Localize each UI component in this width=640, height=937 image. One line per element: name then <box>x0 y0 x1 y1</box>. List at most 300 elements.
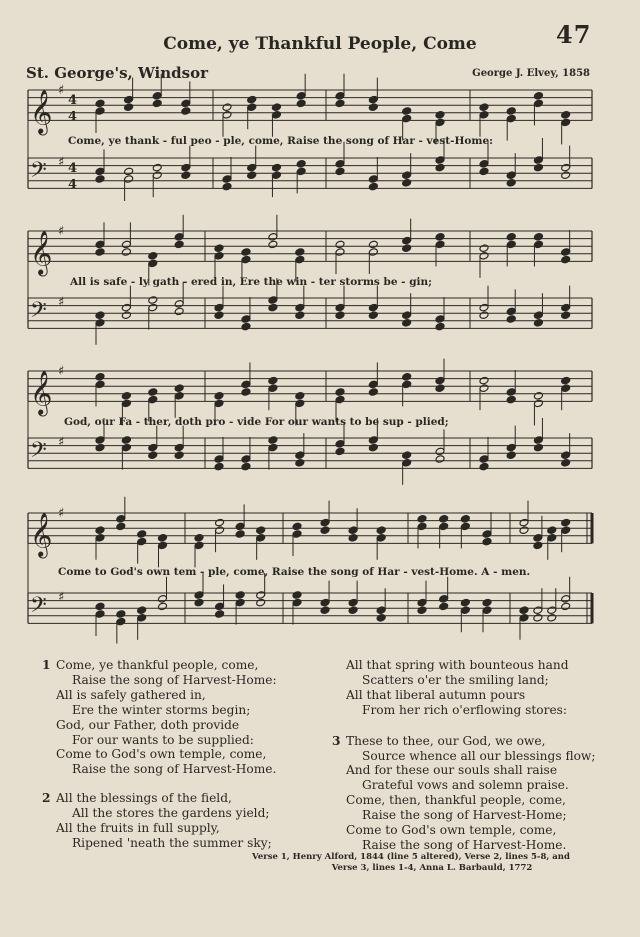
note-head <box>402 380 412 389</box>
note-head <box>368 103 378 112</box>
note-head <box>335 388 345 397</box>
sharp-icon: ♯ <box>58 590 65 605</box>
time-signature-bottom: 4 <box>68 109 78 125</box>
verse-text: All the blessings of the field, <box>56 791 232 806</box>
note-head <box>506 107 516 116</box>
note-head <box>95 240 105 249</box>
note-head <box>439 595 449 604</box>
note-head <box>268 303 278 312</box>
note-head <box>479 462 489 471</box>
note-head <box>215 602 225 611</box>
note-head <box>506 114 516 123</box>
note-head <box>417 598 427 607</box>
note-head <box>158 541 168 550</box>
note-head <box>295 392 305 401</box>
note-head <box>158 602 168 611</box>
note-head <box>95 319 105 328</box>
note-head <box>295 459 305 468</box>
note-head <box>214 455 224 464</box>
time-signature-top: 4 <box>68 161 78 177</box>
note-head <box>148 252 158 261</box>
verse-number: 2 <box>42 791 51 806</box>
note-head <box>247 163 257 172</box>
verse-text: Raise the song of Harvest-Home. <box>72 762 277 777</box>
note-head <box>533 541 543 550</box>
note-head <box>194 541 204 550</box>
note-head <box>402 459 412 468</box>
note-head <box>376 614 386 623</box>
note-head <box>506 307 516 316</box>
note-head <box>479 167 489 176</box>
note-head <box>124 167 134 176</box>
note-head <box>533 436 543 445</box>
note-head <box>479 252 489 261</box>
verse-line <box>332 688 595 703</box>
note-head <box>271 171 281 180</box>
note-head <box>268 296 278 305</box>
note-head <box>194 534 204 543</box>
note-head <box>235 522 245 531</box>
note-head <box>152 171 162 180</box>
note-head <box>121 436 131 445</box>
stanza <box>332 734 595 853</box>
note-head <box>116 610 126 619</box>
note-head <box>533 606 543 615</box>
verse-text: God, our Father, doth provide <box>56 717 240 732</box>
note-head <box>137 537 147 546</box>
note-head <box>95 248 105 257</box>
note-head <box>222 111 232 120</box>
note-head <box>533 392 543 401</box>
verse-line <box>332 734 595 749</box>
verse-text: All that spring with bounteous hand <box>346 658 569 672</box>
verse-line <box>42 821 277 836</box>
note-head <box>181 171 191 180</box>
note-head <box>533 534 543 543</box>
note-head <box>124 103 134 112</box>
note-head <box>95 99 105 108</box>
note-head <box>335 447 345 456</box>
note-head <box>181 163 191 172</box>
verse-text: Raise the song of Harvest-Home; <box>362 808 567 823</box>
note-head <box>174 392 184 401</box>
note-head <box>561 248 571 257</box>
treble-clef-icon: 𝄞 <box>30 89 53 134</box>
note-head <box>214 399 224 408</box>
note-head <box>506 315 516 324</box>
note-head <box>121 311 131 320</box>
note-head <box>506 388 516 397</box>
note-head <box>214 244 224 253</box>
note-head <box>435 384 445 393</box>
note-head <box>95 373 105 382</box>
note-head <box>215 610 225 619</box>
note-head <box>335 240 345 249</box>
verse-line <box>332 658 595 673</box>
note-head <box>435 447 445 456</box>
note-head <box>482 606 492 615</box>
note-head <box>435 315 445 324</box>
note-head <box>348 534 358 543</box>
note-head <box>214 303 224 312</box>
note-head <box>268 443 278 452</box>
note-head <box>214 311 224 320</box>
note-head <box>292 522 302 531</box>
note-head <box>222 103 232 112</box>
note-head <box>137 614 147 623</box>
note-head <box>561 311 571 320</box>
verse-line <box>42 658 277 673</box>
note-head <box>482 598 492 607</box>
note-head <box>376 534 386 543</box>
verse-line <box>42 733 277 748</box>
note-head <box>519 526 529 535</box>
credits-line: Verse 1, Henry Alford, 1844 (line 5 altered), Verse 2, lines 5-8, and <box>252 852 570 862</box>
note-head <box>214 462 224 471</box>
note-head <box>235 591 245 600</box>
note-head <box>152 163 162 172</box>
note-head <box>235 530 245 539</box>
verse-line <box>42 747 277 762</box>
note-head <box>402 179 412 188</box>
note-head <box>174 300 184 309</box>
note-head <box>320 526 330 535</box>
verse-line <box>332 838 595 853</box>
note-head <box>561 111 571 120</box>
verses-right-column <box>332 658 595 867</box>
sharp-icon: ♯ <box>58 295 65 310</box>
note-head <box>121 240 131 249</box>
note-head <box>402 114 412 123</box>
note-head <box>561 526 571 535</box>
verse-line <box>332 793 595 808</box>
note-head <box>181 99 191 108</box>
note-head <box>402 319 412 328</box>
verse-line <box>42 718 277 733</box>
note-head <box>533 240 543 249</box>
note-head <box>561 163 571 172</box>
note-head <box>247 103 257 112</box>
note-head <box>222 175 232 184</box>
note-head <box>547 614 557 623</box>
note-head <box>417 515 427 524</box>
lyric-line: God, our Fa - ther, doth pro - vide For our wants to be sup - plied; <box>64 416 449 428</box>
note-head <box>148 388 158 397</box>
note-head <box>296 99 306 108</box>
treble-clef-icon: 𝄞 <box>30 370 53 415</box>
note-head <box>152 92 162 101</box>
note-head <box>561 376 571 385</box>
note-head <box>292 598 302 607</box>
note-head <box>460 515 470 524</box>
note-head <box>547 534 557 543</box>
note-head <box>435 233 445 242</box>
note-head <box>435 163 445 172</box>
note-head <box>402 244 412 253</box>
note-head <box>533 443 543 452</box>
note-head <box>348 526 358 535</box>
note-head <box>479 376 489 385</box>
sharp-icon: ♯ <box>58 224 65 239</box>
verse-text: Ere the winter storms begin; <box>72 702 251 717</box>
verse-text: For our wants to be supplied: <box>72 732 254 747</box>
verse-text: Come, then, thankful people, come, <box>346 793 566 808</box>
note-head <box>320 598 330 607</box>
note-head <box>116 617 126 626</box>
verse-text: Come to God's own temple, come, <box>56 747 267 762</box>
note-head <box>241 315 251 324</box>
note-head <box>402 236 412 245</box>
note-head <box>479 384 489 393</box>
verse-text: Grateful vows and solemn praise. <box>362 778 569 793</box>
note-head <box>533 233 543 242</box>
note-head <box>292 591 302 600</box>
note-head <box>402 107 412 116</box>
note-head <box>435 118 445 127</box>
note-head <box>368 388 378 397</box>
note-head <box>479 311 489 320</box>
note-head <box>268 436 278 445</box>
note-head <box>368 311 378 320</box>
note-head <box>479 303 489 312</box>
note-head <box>174 240 184 249</box>
note-head <box>174 233 184 242</box>
note-head <box>561 451 571 460</box>
note-head <box>181 107 191 116</box>
stanza <box>332 658 595 718</box>
note-head <box>121 443 131 452</box>
note-head <box>402 311 412 320</box>
note-head <box>506 179 516 188</box>
hymn-number: 47 <box>556 20 592 49</box>
note-head <box>174 307 184 316</box>
note-head <box>506 443 516 452</box>
note-head <box>137 530 147 539</box>
note-head <box>194 591 204 600</box>
verse-number: 1 <box>42 658 51 672</box>
note-head <box>247 171 257 180</box>
text-credits <box>252 852 612 874</box>
time-signature-top: 4 <box>68 93 78 109</box>
note-head <box>368 443 378 452</box>
note-head <box>368 182 378 191</box>
verse-line <box>42 673 277 688</box>
verse-text: These to thee, our God, we owe, <box>346 733 546 748</box>
note-head <box>533 399 543 408</box>
note-head <box>479 160 489 169</box>
treble-clef-icon: 𝄞 <box>30 512 53 557</box>
note-head <box>152 99 162 108</box>
composer-credit: George J. Elvey, 1858 <box>472 68 590 79</box>
verse-text: Come, ye thankful people, come, <box>56 658 259 672</box>
note-head <box>335 167 345 176</box>
note-head <box>158 534 168 543</box>
note-head <box>335 160 345 169</box>
note-head <box>241 322 251 331</box>
treble-clef-icon: 𝄞 <box>30 230 53 275</box>
note-head <box>348 598 358 607</box>
note-head <box>348 606 358 615</box>
tune-name: St. George's, Windsor <box>26 64 209 82</box>
note-head <box>533 311 543 320</box>
note-head <box>561 459 571 468</box>
note-head <box>417 606 427 615</box>
note-head <box>247 95 257 104</box>
note-head <box>194 598 204 607</box>
note-head <box>268 376 278 385</box>
note-head <box>222 182 232 191</box>
note-head <box>121 303 131 312</box>
sharp-icon: ♯ <box>58 155 65 170</box>
verse-line <box>332 749 595 764</box>
note-head <box>460 606 470 615</box>
time-signature-bottom: 4 <box>68 177 78 193</box>
verse-line <box>42 836 277 851</box>
lyric-line: Come, ye thank - ful peo - ple, come, Raise the song of Har - vest-Home: <box>68 135 494 147</box>
verse-text: All the stores the gardens yield; <box>72 806 270 821</box>
note-head <box>95 107 105 116</box>
note-head <box>215 526 225 535</box>
note-head <box>439 522 449 531</box>
note-head <box>506 395 516 404</box>
sharp-icon: ♯ <box>58 435 65 450</box>
note-head <box>148 395 158 404</box>
note-head <box>174 443 184 452</box>
note-head <box>479 111 489 120</box>
note-head <box>124 175 134 184</box>
verse-text: All the fruits in full supply, <box>56 821 220 836</box>
note-head <box>296 92 306 101</box>
note-head <box>376 606 386 615</box>
note-head <box>561 602 571 611</box>
note-head <box>95 167 105 176</box>
note-head <box>435 322 445 331</box>
credits-line: Verse 3, lines 1-4, Anna L. Barbauld, 1772 <box>331 863 533 873</box>
note-head <box>95 311 105 320</box>
verse-line <box>42 806 277 821</box>
note-head <box>174 384 184 393</box>
lyric-line: Come to God's own tem - ple, come, Raise the song of Har - vest-Home. A - men. <box>58 566 531 578</box>
bass-clef-icon: 𝄢 <box>30 157 47 188</box>
note-head <box>402 373 412 382</box>
note-head <box>241 248 251 257</box>
note-head <box>335 99 345 108</box>
note-head <box>256 526 266 535</box>
note-head <box>241 462 251 471</box>
note-head <box>214 252 224 261</box>
verses-left-column <box>42 658 277 865</box>
note-head <box>256 598 266 607</box>
note-head <box>295 399 305 408</box>
note-head <box>402 451 412 460</box>
sharp-icon: ♯ <box>58 364 65 379</box>
note-head <box>435 455 445 464</box>
note-head <box>402 171 412 180</box>
note-head <box>533 319 543 328</box>
note-head <box>335 248 345 257</box>
note-head <box>235 598 245 607</box>
note-head <box>435 240 445 249</box>
note-head <box>241 380 251 389</box>
note-head <box>335 395 345 404</box>
note-head <box>460 522 470 531</box>
note-head <box>137 606 147 615</box>
note-head <box>214 392 224 401</box>
note-head <box>295 451 305 460</box>
verse-text: Ripened 'neath the summer sky; <box>72 835 272 850</box>
stanza <box>42 791 277 851</box>
note-head <box>439 515 449 524</box>
note-head <box>148 443 158 452</box>
note-head <box>320 518 330 527</box>
note-head <box>95 602 105 611</box>
note-head <box>95 526 105 535</box>
note-head <box>215 518 225 527</box>
note-head <box>561 303 571 312</box>
note-head <box>95 380 105 389</box>
verse-text: From her rich o'erflowing stores: <box>362 702 568 717</box>
note-head <box>460 598 470 607</box>
note-head <box>368 436 378 445</box>
verse-text: Source whence all our blessings flow; <box>362 748 596 763</box>
sharp-icon: ♯ <box>58 83 65 98</box>
note-head <box>95 175 105 184</box>
note-head <box>148 296 158 305</box>
note-head <box>95 443 105 452</box>
verse-line <box>42 762 277 777</box>
note-head <box>295 303 305 312</box>
note-head <box>268 233 278 242</box>
verse-text: Raise the song of Harvest-Home. <box>362 837 567 852</box>
note-head <box>368 175 378 184</box>
verse-text: All that liberal autumn pours <box>346 687 526 702</box>
note-head <box>320 606 330 615</box>
note-head <box>533 614 543 623</box>
note-head <box>561 255 571 264</box>
note-head <box>479 455 489 464</box>
note-head <box>561 518 571 527</box>
sharp-icon: ♯ <box>58 506 65 521</box>
note-head <box>292 530 302 539</box>
note-head <box>271 111 281 120</box>
note-head <box>124 95 134 104</box>
note-head <box>435 156 445 165</box>
note-head <box>296 167 306 176</box>
verse-line <box>332 703 595 718</box>
note-head <box>561 595 571 604</box>
note-head <box>335 92 345 101</box>
note-head <box>296 160 306 169</box>
note-head <box>174 451 184 460</box>
note-head <box>506 451 516 460</box>
note-head <box>148 303 158 312</box>
note-head <box>368 380 378 389</box>
note-head <box>368 303 378 312</box>
note-head <box>547 526 557 535</box>
verse-line <box>332 823 595 838</box>
verse-text: And for these our souls shall raise <box>346 763 558 778</box>
note-head <box>533 163 543 172</box>
note-head <box>533 99 543 108</box>
bass-clef-icon: 𝄢 <box>30 592 47 623</box>
note-head <box>561 171 571 180</box>
note-head <box>533 156 543 165</box>
verse-text: All is safely gathered in, <box>56 687 206 702</box>
note-head <box>435 376 445 385</box>
note-head <box>295 248 305 257</box>
note-head <box>547 606 557 615</box>
note-head <box>482 537 492 546</box>
